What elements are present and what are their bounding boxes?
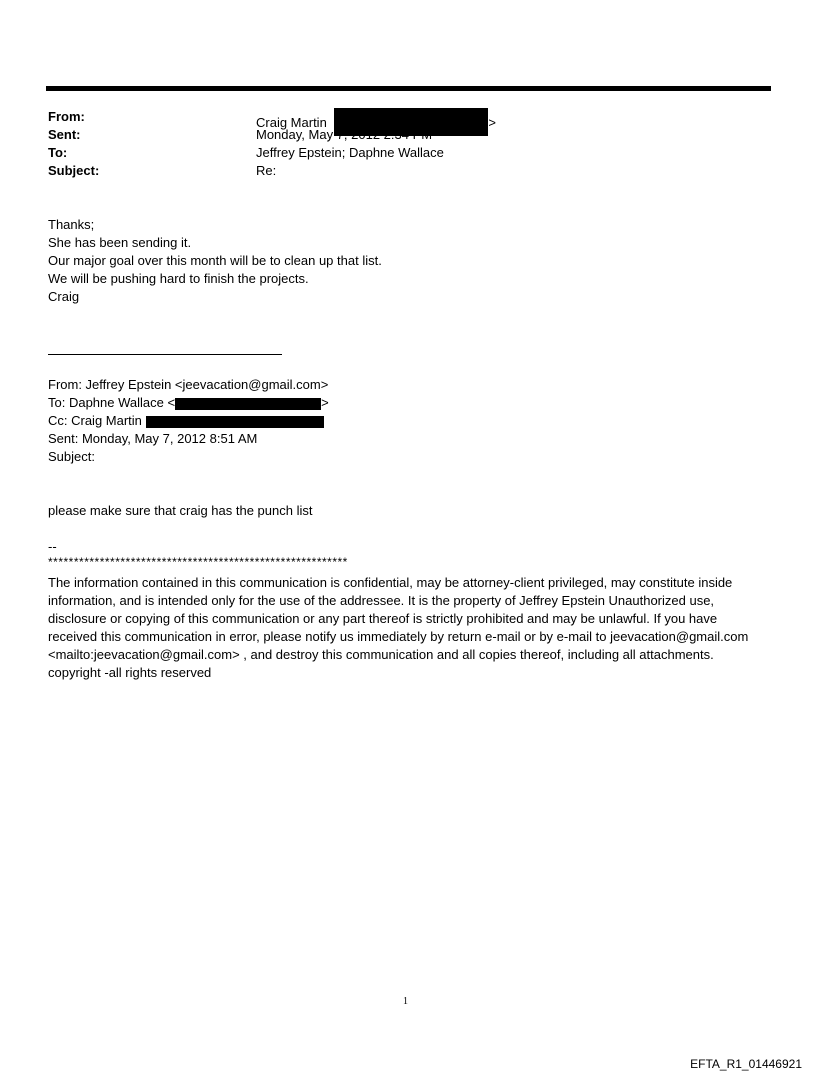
reply-line: Our major goal over this month will be to clean up that list.: [48, 253, 382, 268]
original-cc-line: [48, 412, 329, 430]
from-label: From:: [48, 109, 85, 124]
confidentiality-disclaimer: The information contained in this communication is confidential, may be attorney-client privileged, may constitute inside information, and is intended only for the use of the addressee. It is the property of Jeffrey Epstein Unauthorized use, disclosure or copying of this communication or any part thereof is strictly prohibited and may be unlawful. If you have received this communication in error, please notify us immediately by return e-mail or by e-mail to jeevacation@gmail.com <mailto:jeevacation@gmail.com> , and destroy this communication and all copies thereof, including all attachments. copyright -all rights reserved: [48, 575, 749, 680]
reply-line: She has been sending it.: [48, 235, 192, 250]
original-to-line: [48, 394, 329, 412]
original-from-line: From: Jeffrey Epstein <jeevacation@gmail.com>: [48, 377, 329, 392]
original-message-text: please make sure that craig has the punch list: [48, 503, 313, 518]
subject-label: Subject:: [48, 163, 100, 178]
reply-line: We will be pushing hard to finish the projects.: [48, 271, 309, 286]
original-cc-prefix: Cc: Craig Martin: [48, 413, 142, 428]
original-subject-line: Subject:: [48, 449, 95, 464]
reply-body: [48, 216, 382, 306]
signature-dashes: --: [48, 539, 57, 554]
original-to-prefix: To: Daphne Wallace <: [48, 395, 176, 410]
sent-value: Monday, May 7, 2012 2:34 PM: [256, 127, 433, 142]
redaction-box: [175, 398, 321, 410]
to-label: To:: [48, 145, 68, 160]
to-value: Jeffrey Epstein; Daphne Wallace: [256, 145, 444, 160]
reply-line: Thanks;: [48, 217, 95, 232]
from-tail: >: [488, 115, 497, 130]
subject-value: Re:: [256, 163, 277, 178]
reply-line: Craig: [48, 289, 80, 304]
original-to-tail: >: [321, 395, 329, 410]
bates-number: EFTA_R1_01446921: [690, 1057, 802, 1071]
header-top-rule: [46, 86, 771, 91]
original-sent-line: Sent: Monday, May 7, 2012 8:51 AM: [48, 431, 258, 446]
from-name: Craig Martin: [256, 115, 327, 130]
quote-separator-rule: [48, 354, 282, 355]
signature-stars: **********************************************************: [48, 555, 348, 569]
sent-label: Sent:: [48, 127, 81, 142]
redaction-box: [146, 416, 324, 428]
original-message-header: [48, 376, 329, 466]
page-number: 1: [403, 996, 408, 1007]
